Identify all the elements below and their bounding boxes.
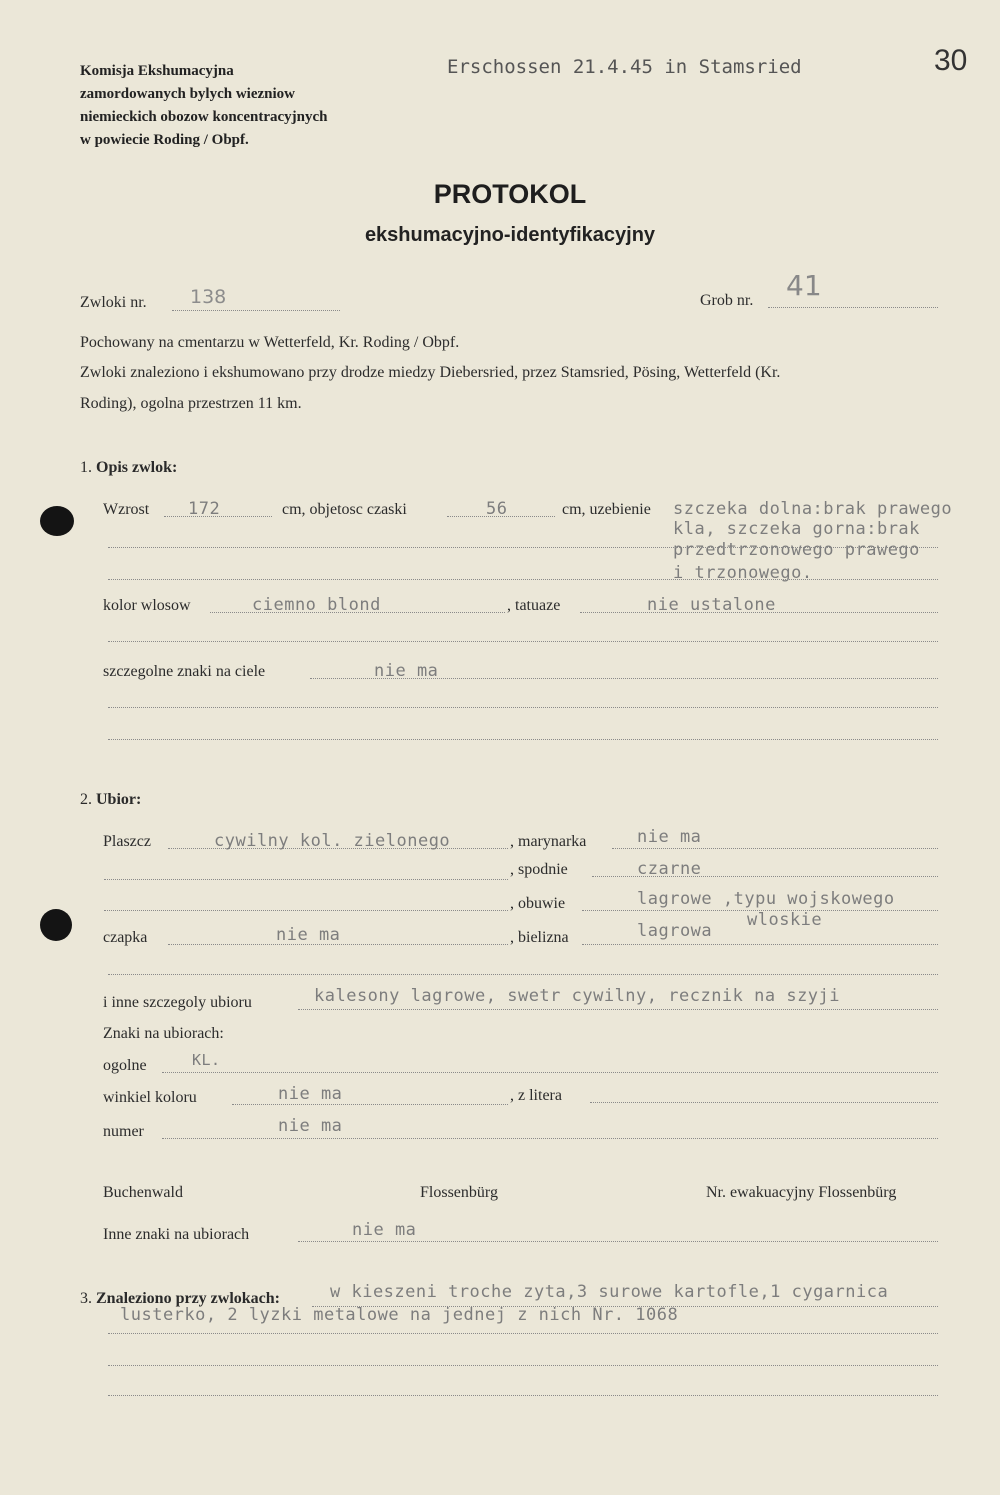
triangle-color-label: winkiel koloru bbox=[103, 1089, 197, 1106]
body-marks-label: szczegolne znaki na ciele bbox=[103, 663, 266, 680]
blank-line bbox=[108, 974, 938, 975]
blank-line bbox=[108, 739, 938, 740]
shoes-label: , obuwie bbox=[510, 895, 566, 912]
document-subtitle: ekshumacyjno-identyfikacyjny bbox=[364, 224, 656, 246]
blank-line bbox=[108, 1365, 938, 1366]
blank-line bbox=[104, 910, 508, 911]
coat-label: Plaszcz bbox=[103, 833, 151, 850]
height-value: 172 bbox=[188, 499, 221, 519]
underwear-label: , bielizna bbox=[510, 929, 569, 946]
teeth-value-line-1: szczeka dolna:brak prawego bbox=[673, 499, 953, 519]
commission-line: w powiecie Roding / Obpf. bbox=[80, 132, 249, 148]
body-number-label: Zwloki nr. bbox=[80, 294, 147, 311]
height-label: Wzrost bbox=[103, 501, 150, 518]
number-line bbox=[162, 1138, 938, 1139]
blank-line bbox=[108, 1395, 938, 1396]
triangle-color-line bbox=[232, 1104, 508, 1105]
skull-volume-value: 56 bbox=[486, 499, 508, 519]
hair-color-value: ciemno blond bbox=[252, 595, 381, 615]
jacket-value: nie ma bbox=[637, 827, 702, 847]
section-title: Ubior: bbox=[96, 791, 142, 808]
blank-line bbox=[108, 707, 938, 708]
teeth-value-line-4: i trzonowego. bbox=[673, 563, 813, 583]
other-clothing-marks-line bbox=[298, 1241, 938, 1242]
commission-line: Komisja Ekshumacyjna bbox=[80, 63, 234, 79]
evacuation-number-flossenburg: Nr. ewakuacyjny Flossenbürg bbox=[706, 1184, 897, 1201]
blank-line bbox=[108, 641, 938, 642]
coat-value: cywilny kol. zielonego bbox=[214, 831, 451, 851]
section-2-heading bbox=[80, 791, 141, 809]
jacket-label: , marynarka bbox=[510, 833, 587, 850]
trousers-value: czarne bbox=[637, 859, 702, 879]
body-number-value: 138 bbox=[190, 286, 227, 308]
general-marks-label: ogolne bbox=[103, 1057, 147, 1074]
body-marks-value: nie ma bbox=[374, 661, 439, 681]
grave-number-line bbox=[768, 307, 938, 308]
document-title: PROTOKOL bbox=[433, 179, 587, 209]
commission-line: niemieckich obozow koncentracyjnych bbox=[80, 109, 328, 125]
page-number: 30 bbox=[934, 44, 968, 77]
trousers-label: , spodnie bbox=[510, 861, 568, 878]
tattoo-label: , tatuaze bbox=[507, 597, 561, 614]
found-items-line-2: lusterko, 2 lyzki metalowe na jednej z nich Nr. 1068 bbox=[120, 1305, 679, 1325]
other-clothing-line bbox=[298, 1009, 938, 1010]
exhumation-distance: Roding), ogolna przestrzen 11 km. bbox=[80, 395, 302, 412]
section-title: Znaleziono przy zwlokach: bbox=[96, 1290, 280, 1307]
jacket-line bbox=[612, 848, 938, 849]
teeth-line-2 bbox=[108, 579, 938, 580]
other-clothing-marks-label: Inne znaki na ubiorach bbox=[103, 1226, 250, 1243]
grave-number-value: 41 bbox=[786, 269, 822, 302]
section-number: 2. bbox=[80, 791, 92, 808]
cap-label: czapka bbox=[103, 929, 148, 946]
ink-blot bbox=[40, 506, 74, 536]
camp-buchenwald: Buchenwald bbox=[103, 1184, 183, 1201]
cap-value: nie ma bbox=[276, 925, 341, 945]
section-number: 3. bbox=[80, 1290, 92, 1307]
exhumation-route: Zwloki znaleziono i ekshumowano przy drodze miedzy Diebersried, przez Stamsried, Pösing, Wetterfeld (Kr. bbox=[80, 364, 781, 381]
shoes-value-2: wloskie bbox=[747, 910, 823, 930]
blank-line bbox=[108, 1333, 938, 1334]
commission-line: zamordowanych bylych wiezniow bbox=[80, 86, 295, 102]
general-marks-line bbox=[162, 1072, 938, 1073]
commission-header bbox=[80, 60, 327, 152]
letter-label: , z litera bbox=[510, 1087, 562, 1104]
section-title: Opis zwlok: bbox=[96, 459, 178, 476]
burial-place: Pochowany na cmentarzu w Wetterfeld, Kr. Roding / Obpf. bbox=[80, 334, 460, 351]
number-value: nie ma bbox=[278, 1116, 343, 1136]
blank-line bbox=[104, 879, 508, 880]
shoes-value: lagrowe ,typu wojskowego bbox=[637, 889, 895, 909]
general-marks-value: KL. bbox=[192, 1051, 221, 1069]
other-clothing-value: kalesony lagrowe, swetr cywilny, recznik na szyji bbox=[314, 986, 841, 1006]
grave-number-label: Grob nr. bbox=[700, 292, 754, 309]
hair-color-label: kolor wlosow bbox=[103, 597, 191, 614]
other-clothing-marks-value: nie ma bbox=[352, 1220, 417, 1240]
skull-volume-label: cm, objetosc czaski bbox=[282, 501, 407, 518]
other-clothing-label: i inne szczegoly ubioru bbox=[103, 994, 252, 1011]
tattoo-value: nie ustalone bbox=[647, 595, 776, 615]
teeth-line-1 bbox=[108, 547, 938, 548]
underwear-value: lagrowa bbox=[637, 921, 713, 941]
section-number: 1. bbox=[80, 459, 92, 476]
clothing-marks-heading: Znaki na ubiorach: bbox=[103, 1025, 224, 1042]
ink-blot bbox=[40, 909, 72, 941]
teeth-label: cm, uzebienie bbox=[562, 501, 651, 518]
found-items-line-1: w kieszeni troche zyta,3 surowe kartofle,1 cygarnica bbox=[330, 1282, 889, 1302]
teeth-value-line-2: kla, szczeka gorna:brak bbox=[673, 519, 920, 539]
teeth-value-line-3: przedtrzonowego prawego bbox=[673, 540, 920, 560]
section-1-heading bbox=[80, 459, 177, 477]
number-label: numer bbox=[103, 1123, 144, 1140]
underwear-line bbox=[582, 944, 938, 945]
letter-line bbox=[590, 1102, 938, 1103]
typed-execution-note: Erschossen 21.4.45 in Stamsried bbox=[447, 56, 802, 78]
camp-flossenburg: Flossenbürg bbox=[420, 1184, 498, 1201]
triangle-color-value: nie ma bbox=[278, 1084, 343, 1104]
body-number-line bbox=[172, 310, 340, 311]
